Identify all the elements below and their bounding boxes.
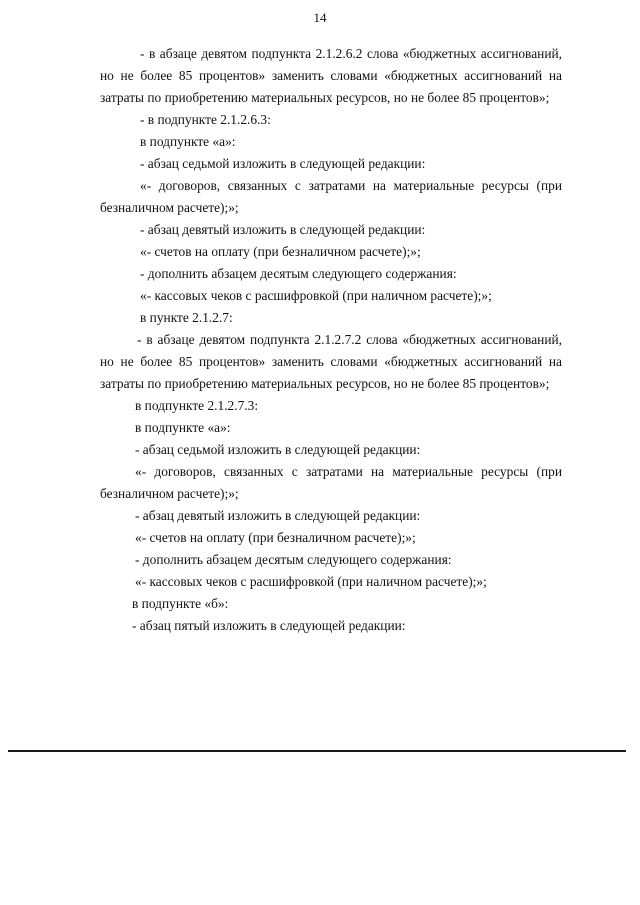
paragraph-18: - дополнить абзацем десятым следующего содержания: bbox=[135, 552, 452, 567]
paragraph-10: в пункте 2.1.2.7: bbox=[140, 310, 233, 325]
paragraph-21: - абзац пятый изложить в следующей редакции: bbox=[132, 618, 406, 633]
paragraph-11: - в абзаце девятом подпункта 2.1.2.7.2 слова «бюджетных ассигнований, но не более 85 процентов» заменить словами «бюджетных ассигнований на затраты по приобретению материальных ресурсов, но не более 85 процентов»; bbox=[100, 332, 562, 391]
paragraph-20: в подпункте «б»: bbox=[132, 596, 229, 611]
document-body bbox=[100, 43, 562, 637]
paragraph-1: - в абзаце девятом подпункта 2.1.2.6.2 слова «бюджетных ассигнований, но не более 85 процентов» заменить словами «бюджетных ассигнований на затраты по приобретению материальных ресурсов, но не более 85 процентов»; bbox=[100, 46, 562, 105]
paragraph-4: - абзац седьмой изложить в следующей редакции: bbox=[140, 156, 426, 171]
paragraph-12: в подпункте 2.1.2.7.3: bbox=[135, 398, 259, 413]
paragraph-7: «- счетов на оплату (при безналичном расчете);»; bbox=[140, 244, 421, 259]
paragraph-14: - абзац седьмой изложить в следующей редакции: bbox=[135, 442, 421, 457]
paragraph-8: - дополнить абзацем десятым следующего содержания: bbox=[140, 266, 457, 281]
paragraph-19: «- кассовых чеков с расшифровкой (при наличном расчете);»; bbox=[135, 574, 487, 589]
paragraph-6: - абзац девятый изложить в следующей редакции: bbox=[140, 222, 426, 237]
page-bottom-rule bbox=[8, 750, 626, 752]
paragraph-5: «- договоров, связанных с затратами на материальные ресурсы (при безналичном расчете);»; bbox=[100, 178, 562, 215]
paragraph-3: в подпункте «а»: bbox=[140, 134, 236, 149]
paragraph-16: - абзац девятый изложить в следующей редакции: bbox=[135, 508, 421, 523]
paragraph-17: «- счетов на оплату (при безналичном расчете);»; bbox=[135, 530, 416, 545]
page-number: 14 bbox=[313, 10, 327, 25]
paragraph-15: «- договоров, связанных с затратами на материальные ресурсы (при безналичном расчете);»; bbox=[100, 464, 562, 501]
paragraph-2: - в подпункте 2.1.2.6.3: bbox=[140, 112, 271, 127]
paragraph-9: «- кассовых чеков с расшифровкой (при наличном расчете);»; bbox=[140, 288, 492, 303]
paragraph-13: в подпункте «а»: bbox=[135, 420, 231, 435]
